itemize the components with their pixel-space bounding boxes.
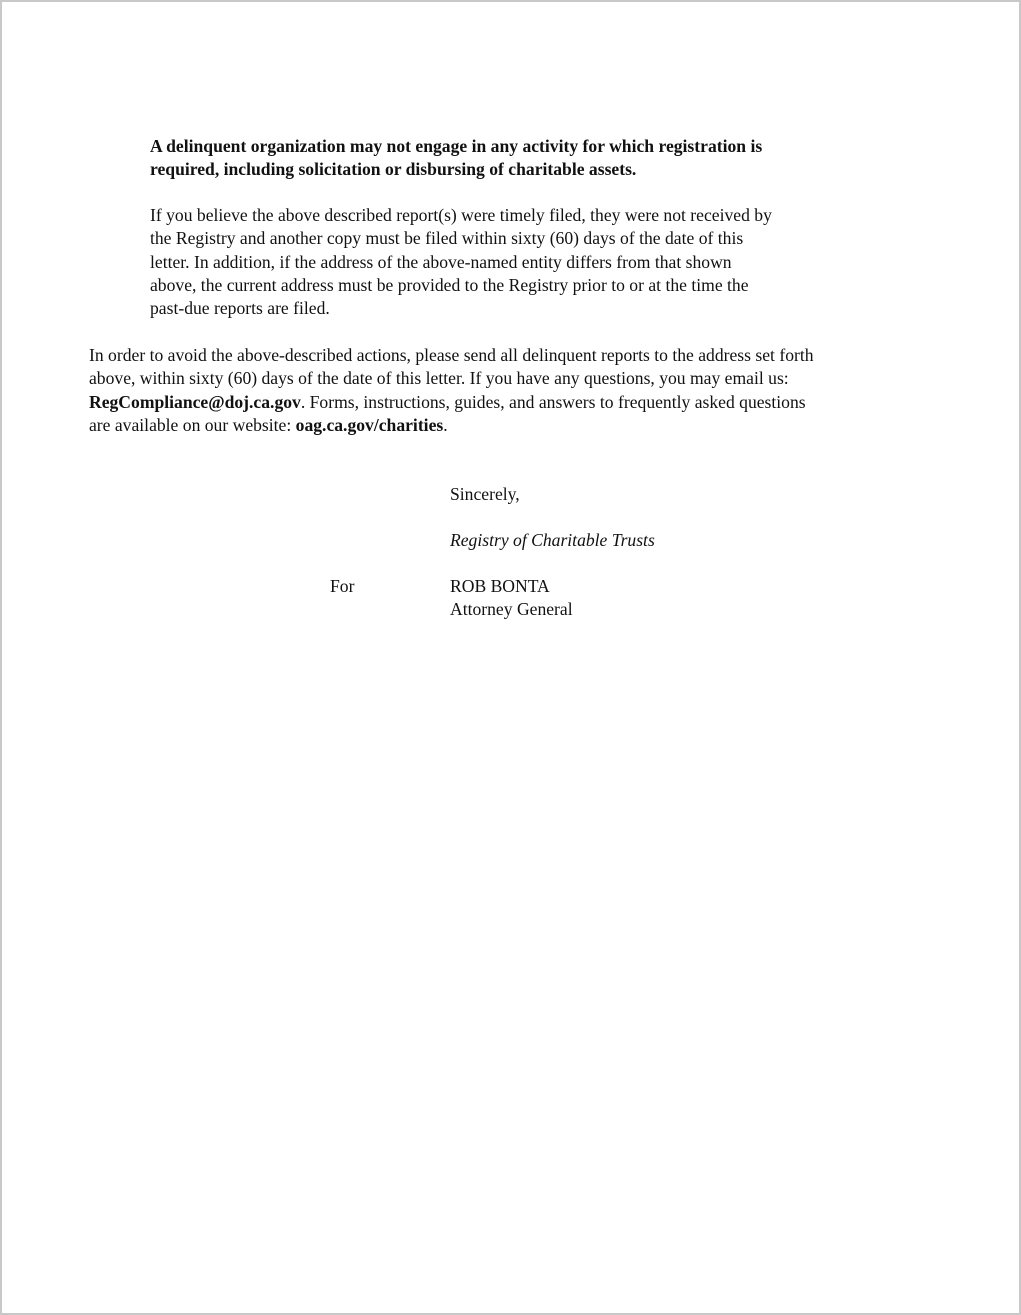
warning-line: required, including solicitation or disbursing of charitable assets. (150, 159, 637, 180)
paragraph-line: above, within sixty (60) days of the date of this letter. If you have any questions, you may email us: (89, 368, 789, 389)
contact-email[interactable]: RegCompliance@doj.ca.gov (89, 391, 301, 412)
timely-filed-paragraph (150, 204, 890, 320)
signer-name: ROB BONTA (450, 576, 550, 596)
for-label: For (330, 576, 355, 596)
paragraph-line: letter. In addition, if the address of the above-named entity differs from that shown (150, 251, 732, 272)
paragraph-line: above, the current address must be provided to the Registry prior to or at the time the (150, 274, 749, 295)
paragraph-line: past-due reports are filed. (150, 298, 330, 319)
paragraph-line: In order to avoid the above-described actions, please send all delinquent reports to the address set forth (89, 345, 814, 365)
paragraph-text: . (443, 414, 448, 435)
paragraph-text: . Forms, instructions, guides, and answers to frequently asked questions (300, 391, 806, 412)
paragraph-line: If you believe the above described report(s) were timely filed, they were not received by (150, 205, 772, 225)
paragraph-line: the Registry and another copy must be filed within sixty (60) days of the date of this (150, 228, 744, 249)
instructions-paragraph (89, 344, 949, 437)
signer-title: Attorney General (450, 599, 573, 619)
paragraph-line (89, 391, 949, 414)
website-link[interactable]: oag.ca.gov/charities (295, 414, 444, 435)
paragraph-text: are available on our website: (89, 414, 296, 435)
signer-organization: Registry of Charitable Trusts (450, 530, 655, 550)
closing-salutation: Sincerely, (450, 484, 520, 504)
delinquent-warning-paragraph (150, 135, 910, 182)
warning-line: A delinquent organization may not engage in any activity for which registration is (150, 136, 763, 156)
paragraph-line (89, 414, 949, 437)
